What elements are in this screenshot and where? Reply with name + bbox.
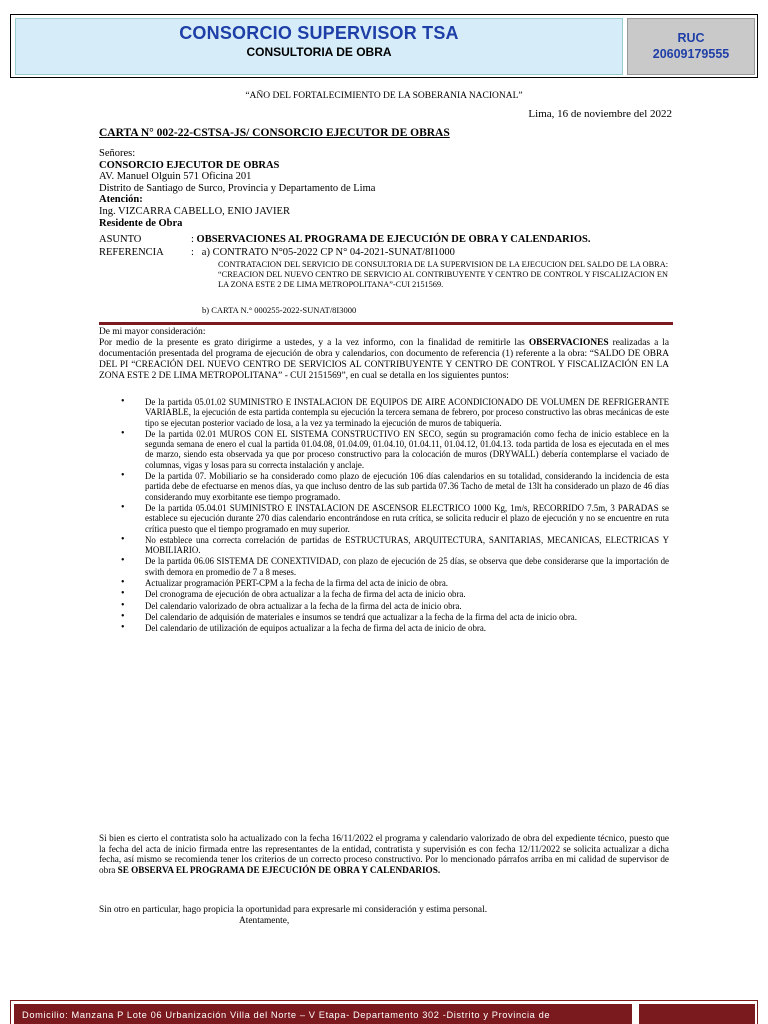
list-item-text: No establece una correcta correlación de partidas de ESTRUCTURAS, ARQUITECTURA, SANITARIAS, MECANICAS, ELECTRICAS Y MOBILIARIO. xyxy=(145,534,669,556)
referencia-a: a) CONTRATO N°05-2022 CP N° 04-2021-SUNAT/8I1000 xyxy=(201,247,455,258)
footer-right-block xyxy=(639,1004,755,1024)
ruc-number: 20609179555 xyxy=(652,47,730,61)
intro-text-2: realizadas a la documentación presentada del programa de ejecución de obra y calendarios, con documento de referencia (1) referente a la obra: “SALDO DE OBRA DEL PI “CREACIÓN DEL NUEVO CENTRO DE SERVICIOS AL CONTRIBUYENTE Y CENTRO DE CONTROL Y FISCALIZACIÓN EN LA ZONA ESTE 2 DE LIMA METROPOLITANA” - CUI 2151569”, en cual se detalla en los siguientes puntos: xyxy=(99,338,669,381)
bullet-icon: • xyxy=(121,427,125,439)
bullet-icon: • xyxy=(121,610,125,622)
closing-text-bold: SE OBSERVA EL PROGRAMA DE EJECUCIÓN DE OBRA Y CALENDARIOS. xyxy=(117,864,441,875)
letter-date: Lima, 16 de noviembre del 2022 xyxy=(528,108,672,120)
greeting: De mi mayor consideración: xyxy=(99,327,206,337)
section-divider xyxy=(99,322,673,325)
referencia-a-detail: CONTRATACION DEL SERVICIO DE CONSULTORIA DE LA SUPERVISION DE LA EJECUCION DEL SALDO DE LA OBRA: “CREACION DEL NUEVO CENTRO DE SERVICIO AL CONTRIBUYENTE Y CENTRO DE CONTROL Y FISCALIZACION EN LA ZONA ESTE 2 DE LIMA METROPOLITANA”-CUI 2151569. xyxy=(218,260,668,289)
list-item-text: Actualizar programación PERT-CPM a la fecha de la firma del acta de inicio de obra. xyxy=(145,578,448,589)
list-item-text: De la partida 07. Mobiliario se ha considerado como plazo de ejecución 106 días calendarios en su totalidad, considerando la incidencia de esta partida debe de efectuarse en menos días, ya que incluso dentro de las sub partida 07.36 Tacho de metal de 13lt ha considerado un plazo de 46 días considerando muy exorbitante ese tiempo programado. xyxy=(145,471,669,502)
salutation: Señores: xyxy=(99,148,136,159)
list-item xyxy=(99,556,669,577)
intro-text-1: Por medio de la presente es grato dirigirme a ustedes, y a la vez informo, con la finalidad de remitirle las xyxy=(99,338,529,348)
intro-text-bold: OBSERVACIONES xyxy=(528,338,609,348)
attention-label: Atención: xyxy=(99,194,143,206)
list-item xyxy=(99,623,669,633)
list-item xyxy=(99,612,669,622)
list-item xyxy=(99,535,669,556)
ruc-label: RUC xyxy=(677,31,705,45)
closing-paragraph xyxy=(99,833,669,875)
letterhead xyxy=(10,14,758,78)
letter-title: CARTA N° 002-22-CSTSA-JS/ CONSORCIO EJECUTOR DE OBRAS xyxy=(99,127,450,139)
attention-name: Ing. VIZCARRA CABELLO, ENIO JAVIER xyxy=(99,205,290,217)
asunto-row: ASUNTO : OBSERVACIONES AL PROGRAMA DE EJECUCIÓN DE OBRA Y CALENDARIOS. xyxy=(99,234,591,245)
asunto-value: OBSERVACIONES AL PROGRAMA DE EJECUCIÓN DE OBRA Y CALENDARIOS. xyxy=(196,234,591,245)
list-item-text: Del cronograma de ejecución de obra actualizar a la fecha de firma del acta de inicio obra. xyxy=(145,589,466,600)
company-subtitle: CONSULTORIA DE OBRA xyxy=(246,45,392,59)
footer xyxy=(10,1000,758,1024)
sign-off: Atentamente, xyxy=(239,916,290,926)
list-item-text: De la partida 02.01 MUROS CON EL SISTEMA CONSTRUCTIVO EN SECO, según su programación como fecha de inicio establece en la segunda semana de enero el cual la partida 01.04.08, 01.04.09, 01.04.10, 01.04.11, 01.04.12, 01.04.13. toda partida de losa es ejecutada en el mes de marzo, siendo esta observada ya que por proceso constructivo para la colocación de muros (DRYWALL) debería contemplarse el vaciado de columnas, vigas y losas para su correcta instalación y anclaje. xyxy=(145,428,669,470)
referencia-row: REFERENCIA : a) CONTRATO N°05-2022 CP N° 04-2021-SUNAT/8I1000 xyxy=(99,247,455,258)
letterhead-title-box xyxy=(15,18,623,75)
list-item xyxy=(99,397,669,428)
bullet-icon: • xyxy=(121,501,125,513)
bullet-icon: • xyxy=(121,599,125,611)
addressee-block xyxy=(99,148,375,229)
footer-address: Domicilio: Manzana P Lote 06 Urbanización Villa del Norte – V Etapa- Departamento 302 -Distrito y Provincia de xyxy=(14,1004,632,1024)
bullet-icon: • xyxy=(121,588,125,600)
ruc-box xyxy=(627,18,755,75)
list-item-text: De la partida 05.04.01 SUMINISTRO E INSTALACION DE ASCENSOR ELECTRICO 1000 Kg, 1m/s, RECORRIDO 7.5m, 3 PARADAS se establece su ejecución durante 270 días calendario encontrándose en ruta crítica, se solicita reducir el plazo de ejecución y no se encuentre en ruta crítica puesto que el tiempo programado en muy superior. xyxy=(145,502,669,534)
bullet-icon: • xyxy=(121,396,125,407)
list-item-text: Del calendario valorizado de obra actualizar a la fecha de la firma del acta de inicio obra. xyxy=(145,600,462,611)
list-item-text: Del calendario de utilización de equipos actualizar a la fecha de firma del acta de inicio de obra. xyxy=(145,623,487,634)
observations-list xyxy=(99,397,669,635)
list-item xyxy=(99,578,669,588)
bullet-icon: • xyxy=(121,470,125,482)
year-motto: “AÑO DEL FORTALECIMIENTO DE LA SOBERANIA NACIONAL” xyxy=(245,91,523,101)
bullet-icon: • xyxy=(121,555,125,567)
addressee-address-line1: AV. Manuel Olguin 571 Oficina 201 xyxy=(99,171,252,183)
list-item-text: De la partida 05.01.02 SUMINISTRO E INSTALACION DE EQUIPOS DE AIRE ACONDICIONADO DE VOLUMEN DE REFRIGERANTE VARIABLE, la ejecución de esta partida contempla su ejecución la tercera semana de febrero, por proceso constructivo las obras mecánicas de este tipo se ejecutan posterior vaciado de losa, a la vez ya terminado la ejecución de muros de tabiquería. xyxy=(145,397,669,428)
bullet-icon: • xyxy=(121,533,125,545)
asunto-label: ASUNTO xyxy=(99,234,142,245)
list-item-text: De la partida 06.06 SISTEMA DE CONEXTIVIDAD, con plazo de ejecución de 25 días, se observa que debe considerarse que la importación de swith demora en promedio de 7 a 8 meses. xyxy=(145,556,669,577)
bullet-icon: • xyxy=(121,577,125,589)
list-item-text: Del calendario de adquisión de materiales e insumos se tendrá que actualizar a la fecha de la firma del acta de inicio obra. xyxy=(145,611,577,622)
company-name: CONSORCIO SUPERVISOR TSA xyxy=(179,23,459,43)
list-item xyxy=(99,589,669,599)
addressee-role: Residente de Obra xyxy=(99,217,183,229)
referencia-b: b) CARTA N.° 000255-2022-SUNAT/8I3000 xyxy=(202,305,357,315)
list-item xyxy=(99,601,669,611)
addressee-address-line2: Distrito de Santiago de Surco, Provincia y Departamento de Lima xyxy=(99,182,376,194)
addressee-company: CONSORCIO EJECUTOR DE OBRAS xyxy=(99,159,280,171)
referencia-label: REFERENCIA xyxy=(99,247,164,258)
list-item xyxy=(99,503,669,534)
list-item xyxy=(99,429,669,470)
intro-paragraph xyxy=(99,338,669,382)
list-item xyxy=(99,471,669,502)
closing-text: Si bien es cierto el contratista solo ha actualizado con la fecha 16/11/2022 el programa y calendario valorizado de obra del expediente técnico, puesto que la fecha del acta de inicio firmada entre las representantes de la entidad, contratista y supervisión es con fecha 12/11/2022 se solicita actualizar a dicha fecha, así mismo se recomienda tener los criterios de un correcto proceso constructivo. Por lo mencionado párrafos arriba en mi calidad de supervisor de obra xyxy=(99,833,669,875)
bullet-icon: • xyxy=(121,622,125,634)
farewell: Sin otro en particular, hago propicia la oportunidad para expresarle mi consideración y estima personal. xyxy=(99,905,488,915)
